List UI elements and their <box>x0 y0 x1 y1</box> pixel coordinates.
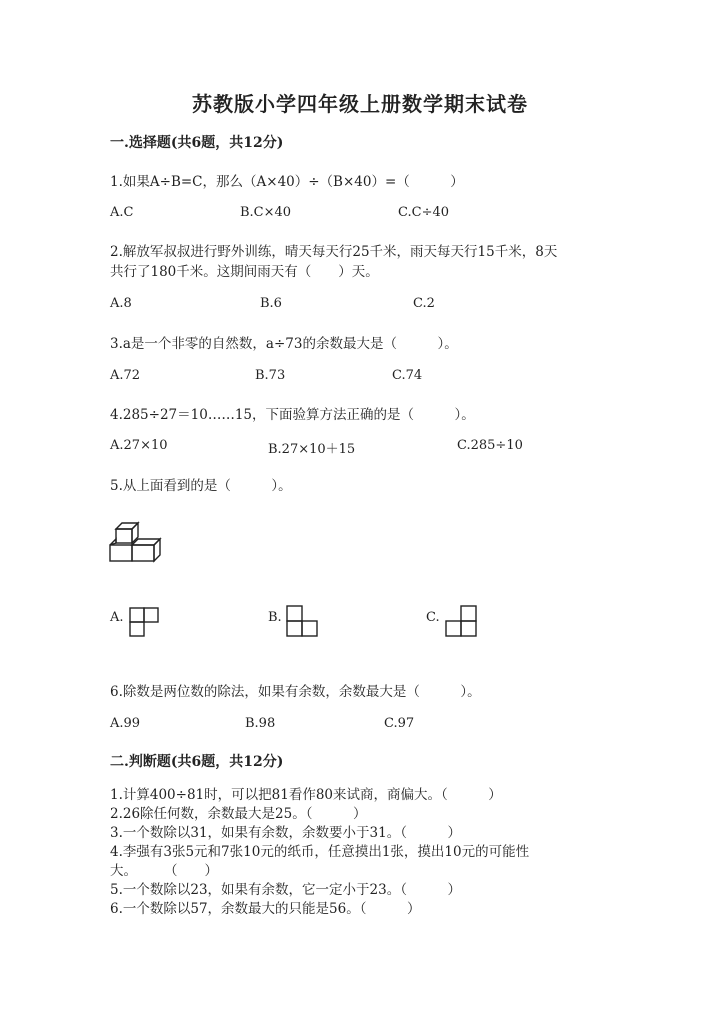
q1-option-a: A.C <box>110 205 134 220</box>
cube-stack-figure <box>108 521 164 565</box>
judge-item-2: 2.26除任何数，余数最大是25。（ ） <box>110 806 367 822</box>
q5-option-c: C. <box>426 610 440 625</box>
judge-item-6: 6.一个数除以57，余数最大的只能是56。（ ） <box>110 901 421 917</box>
question-2-line-1: 2.解放军叔叔进行野外训练，晴天每天行25千米，雨天每天行15千米，8天 <box>110 244 558 260</box>
q5-option-b: B. <box>268 610 282 625</box>
q4-option-a: A.27×10 <box>110 438 168 453</box>
q1-option-c: C.C÷40 <box>398 205 449 220</box>
question-1: 1.如果A÷B=C，那么（A×40）÷（B×40）=（ ） <box>110 174 464 190</box>
q5-option-a-figure <box>128 606 160 638</box>
cube-bottom-right-side <box>154 539 160 561</box>
q4-option-c: C.285÷10 <box>457 438 523 453</box>
question-4: 4.285÷27＝10……15，下面验算方法正确的是（ ）。 <box>110 407 475 423</box>
cube-top-front <box>116 529 132 543</box>
q2-option-b: B.6 <box>260 296 282 311</box>
judge-item-4-line-1: 4.李强有3张5元和7张10元的纸币，任意摸出1张，摸出10元的可能性 <box>110 844 530 860</box>
q3-option-b: B.73 <box>255 368 286 383</box>
cube-bottom-right <box>132 545 154 561</box>
q3-option-c: C.74 <box>392 368 423 383</box>
q5-option-b-figure <box>285 604 319 638</box>
question-5: 5.从上面看到的是（ ）。 <box>110 478 292 494</box>
section-heading-choice: 一.选择题(共6题，共12分) <box>110 135 284 151</box>
judge-item-5: 5.一个数除以23，如果有余数，它一定小于23。（ ） <box>110 882 461 898</box>
q6-option-c: C.97 <box>384 716 415 731</box>
judge-item-3: 3.一个数除以31，如果有余数，余数要小于31。（ ） <box>110 825 461 841</box>
q6-option-a: A.99 <box>110 716 141 731</box>
q5-option-c-figure <box>444 604 478 638</box>
page-title: 苏教版小学四年级上册数学期末试卷 <box>192 92 528 116</box>
question-6: 6.除数是两位数的除法，如果有余数，余数最大是（ ）。 <box>110 684 481 700</box>
question-2-line-2: 共行了180千米。这期间雨天有（ ）天。 <box>110 264 379 280</box>
judge-item-1: 1.计算400÷81时，可以把81看作80来试商，商偏大。（ ） <box>110 787 502 803</box>
q2-option-c: C.2 <box>413 296 435 311</box>
q4-option-b: B.27×10＋15 <box>268 442 356 457</box>
judge-item-4-line-2: 大。 （ ） <box>110 863 218 879</box>
cube-bottom-left <box>110 545 132 561</box>
q2-option-a: A.8 <box>110 296 132 311</box>
q1-option-b: B.C×40 <box>240 205 292 220</box>
section-heading-judge: 二.判断题(共6题，共12分) <box>110 754 284 770</box>
q5-option-a: A. <box>110 610 124 625</box>
q6-option-b: B.98 <box>245 716 276 731</box>
q3-option-a: A.72 <box>110 368 141 383</box>
question-3: 3.a是一个非零的自然数，a÷73的余数最大是（ ）。 <box>110 336 458 352</box>
cube-bottom-left-edge <box>110 539 116 545</box>
